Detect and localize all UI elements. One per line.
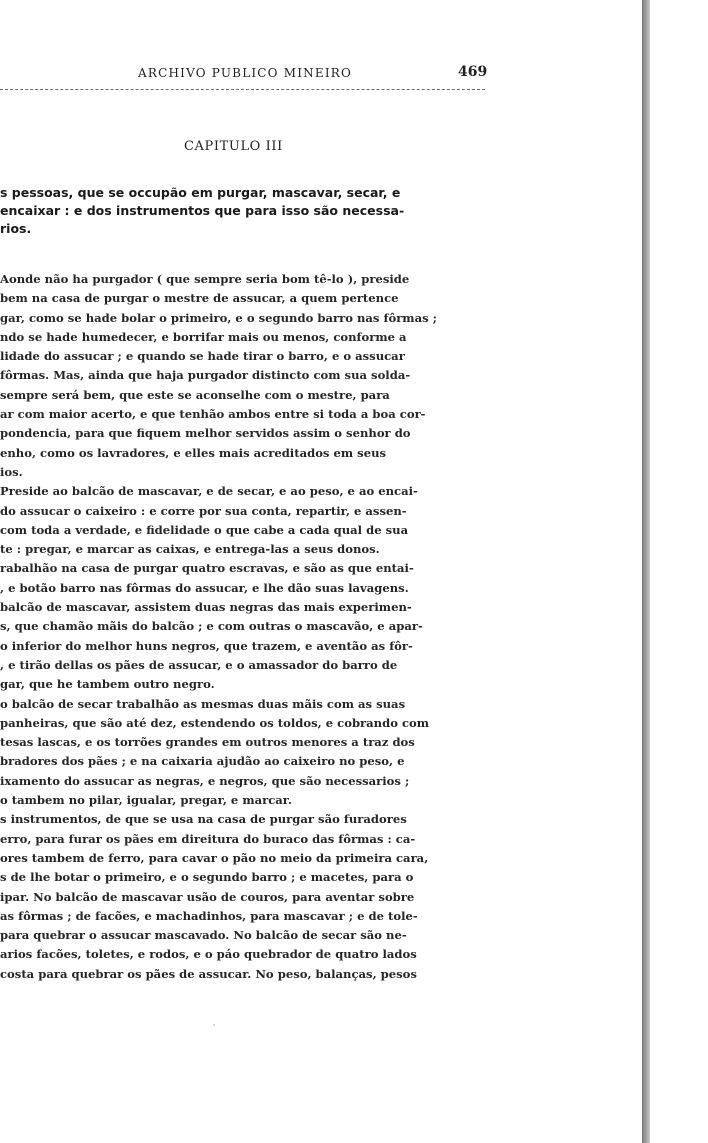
header-rule — [0, 89, 485, 90]
text-line: do assucar o caixeiro : e corre por sua conta, repartir, e assen- — [0, 503, 407, 518]
text-line: arios facões, toletes, e rodos, e o páo quebrador de quatro lados — [0, 947, 417, 962]
text-line: gar, como se hade bolar o primeiro, e o segundo barro nas fôrmas ; — [0, 310, 437, 325]
body-text — [0, 270, 488, 984]
text-line: te : pregar, e marcar as caixas, e entrega-las a seus donos. — [0, 542, 380, 557]
text-line: Aonde não ha purgador ( que sempre seria bom tê-lo ), preside — [0, 272, 410, 286]
text-line: costa para quebrar os pães de assucar. No peso, balanças, pesos — [0, 966, 417, 981]
text-line: panheiras, que são até dez, estendendo os toldos, e cobrando com — [0, 715, 430, 730]
text-line: bradores dos pães ; e na caixaria ajudão ao caixeiro no peso, e — [0, 754, 405, 769]
text-line: s, que chamão mãis do balcão ; e com outras o mascavão, e apar- — [0, 619, 423, 634]
text-line: ios. — [0, 464, 23, 479]
text-line: , e botão barro nas fôrmas do assucar, e lhe dão suas lavagens. — [0, 580, 409, 595]
text-line: ipar. No balcão de mascavar usão de couros, para aventar sobre — [0, 889, 415, 904]
scan-speck — [213, 1024, 215, 1026]
section-heading-line: rios. — [0, 221, 32, 236]
text-line: ar com maior acerto, e que tenhão ambos entre si toda a boa cor- — [0, 407, 426, 422]
page-number: 469 — [458, 64, 488, 80]
text-line: s instrumentos, de que se usa na casa de purgar são furadores — [0, 812, 407, 827]
section-heading-line: encaixar : e dos instrumentos que para isso são necessa- — [0, 203, 405, 218]
text-line: bem na casa de purgar o mestre de assucar, a quem pertence — [0, 291, 399, 306]
text-line: ndo se hade humedecer, e borrifar mais ou menos, conforme a — [0, 329, 407, 344]
text-line: , e tirão dellas os pães de assucar, e o amassador do barro de — [0, 657, 398, 672]
section-heading — [0, 184, 488, 238]
text-line: sempre será bem, que este se aconselhe com o mestre, para — [0, 387, 390, 402]
text-line: Preside ao balcão de mascavar, e de secar, e ao peso, e ao encai- — [0, 484, 418, 499]
text-line: enho, como os lavradores, e elles mais acreditados em seus — [0, 445, 387, 460]
text-line: para quebrar o assucar mascavado. No balcão de secar são ne- — [0, 928, 407, 943]
text-line: erro, para furar os pães em direitura do buraco das fôrmas : ca- — [0, 831, 416, 846]
text-line: as fôrmas ; de facões, e machadinhos, para mascavar ; e de tole- — [0, 908, 418, 923]
running-title: ARCHIVO PUBLICO MINEIRO — [138, 66, 353, 80]
text-line: fôrmas. Mas, ainda que haja purgador distincto com sua solda- — [0, 368, 411, 383]
section-heading-line: s pessoas, que se occupão em purgar, mascavar, secar, e — [0, 185, 401, 200]
text-line: rabalhão na casa de purgar quatro escravas, e são as que entai- — [0, 561, 414, 576]
text-line: com toda a verdade, e fidelidade o que cabe a cada qual de sua — [0, 522, 409, 537]
text-line: o balcão de secar trabalhão as mesmas duas mãis com as suas — [0, 696, 406, 711]
text-line: tesas lascas, e os torrões grandes em outros menores a traz dos — [0, 735, 415, 750]
text-line: lidade do assucar ; e quando se hade tirar o barro, e o assucar — [0, 349, 405, 364]
text-line: ores tambem de ferro, para cavar o pão no meio da primeira cara, — [0, 850, 429, 865]
text-line: o tambem no pilar, igualar, pregar, e marcar. — [0, 793, 292, 808]
text-line: balcão de mascavar, assistem duas negras das mais experimen- — [0, 600, 412, 615]
text-line: pondencia, para que fiquem melhor servidos assim o senhor do — [0, 426, 411, 441]
text-line: s de lhe botar o primeiro, e o segundo barro ; e macetes, para o — [0, 870, 414, 885]
text-line: o inferior do melhor huns negros, que trazem, e aventão as fôr- — [0, 638, 413, 653]
chapter-title: CAPITULO III — [184, 139, 283, 154]
text-line: ixamento do assucar as negras, e negros, que são necessarios ; — [0, 773, 410, 788]
text-line: gar, que he tambem outro negro. — [0, 677, 215, 692]
book-binding-edge — [642, 0, 650, 1143]
